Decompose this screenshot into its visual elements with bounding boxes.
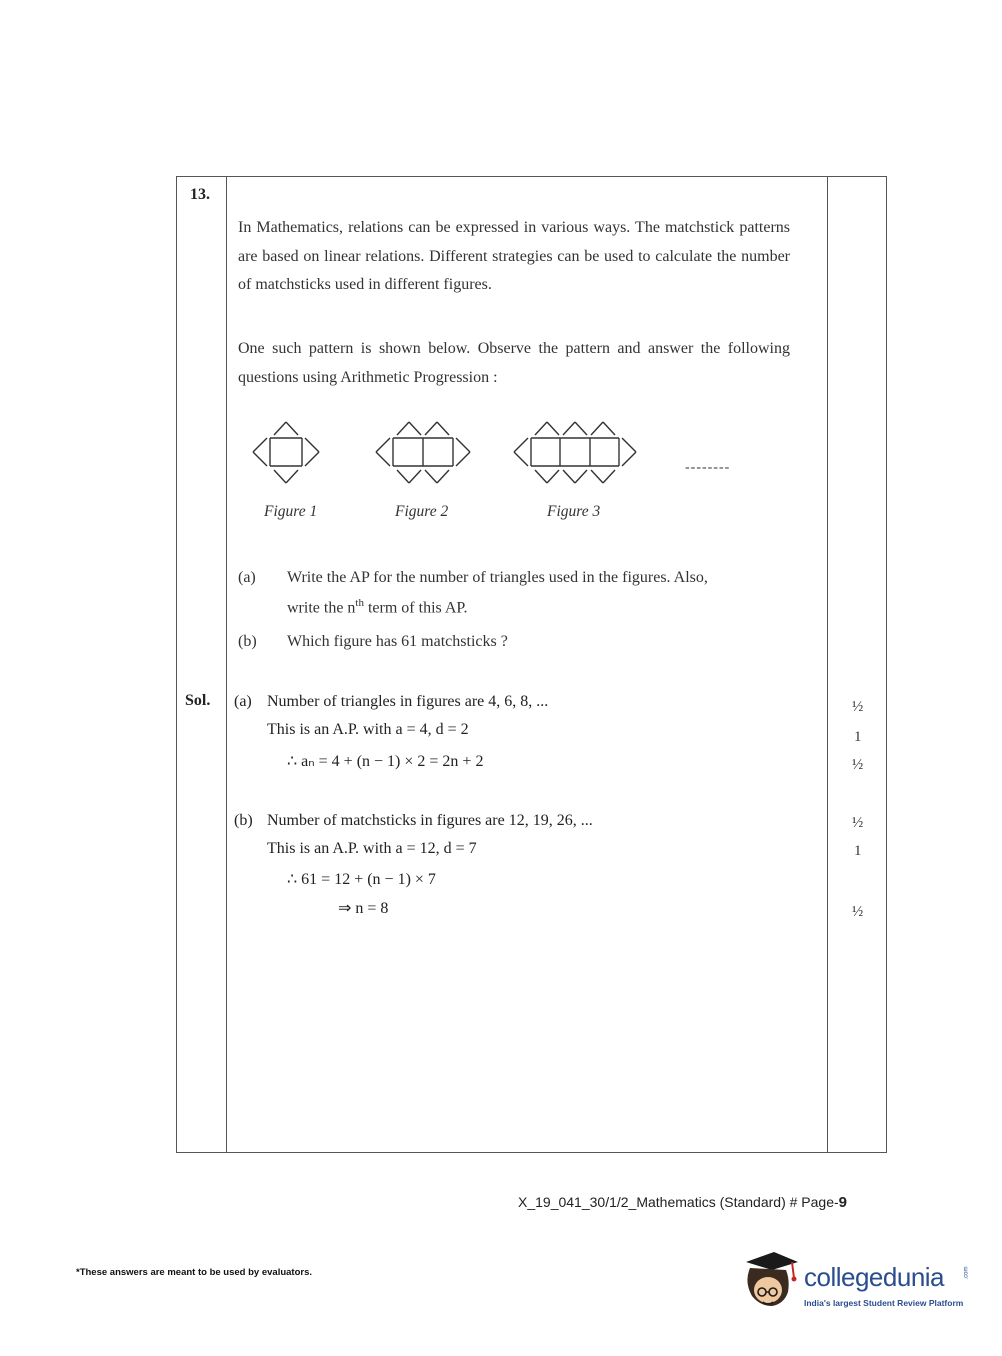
solution-a-label: (a) [234, 693, 252, 710]
answer-table [176, 176, 887, 1153]
figure-2-label: Figure 2 [395, 503, 449, 520]
mark-a-2: 1 [854, 729, 862, 745]
collegedunia-tagline: India's largest Student Review Platform [804, 1298, 964, 1308]
collegedunia-brand-name: collegedunia [804, 1262, 945, 1292]
figure-3-drawing [514, 422, 636, 483]
solution-b-line3: ∴ 61 = 12 + (n − 1) × 7 [287, 871, 436, 888]
column-divider-right [827, 177, 828, 1152]
collegedunia-brand-suffix: .com [963, 1266, 970, 1280]
solution-a-line3: ∴ aₙ = 4 + (n − 1) × 2 = 2n + 2 [287, 753, 484, 770]
solution-label: Sol. [185, 692, 211, 709]
solution-b-line2: This is an A.P. with a = 12, d = 7 [267, 840, 477, 857]
page-footer-code: X_19_041_30/1/2_Mathematics (Standard) # Page-9 [518, 1194, 847, 1211]
mark-a-3: ½ [852, 757, 864, 773]
solution-b-label: (b) [234, 812, 253, 829]
question-paragraph-1: In Mathematics, relations can be expressed in various ways. The matchstick patterns are based on linear relations. Different strategies can be used to calculate the number of matchsticks used in different figures. [238, 219, 790, 293]
part-a-label: (a) [238, 569, 256, 586]
part-b-label: (b) [238, 633, 257, 650]
mark-b-2: 1 [854, 843, 862, 859]
mark-b-1: ½ [852, 815, 864, 831]
mark-a-1: ½ [852, 699, 864, 715]
figure-1-drawing [253, 422, 319, 483]
solution-b-line1: Number of matchsticks in figures are 12, 19, 26, ... [267, 812, 593, 829]
mark-b-3: ½ [852, 904, 864, 920]
figure-3-label: Figure 3 [547, 503, 601, 520]
matchstick-pattern-figures [239, 415, 779, 490]
column-divider-left [226, 177, 227, 1152]
part-a-text-line1: Write the AP for the number of triangles used in the figures. Also, [287, 569, 708, 586]
solution-a-line2: This is an A.P. with a = 4, d = 2 [267, 721, 469, 738]
collegedunia-mascot-icon [740, 1248, 802, 1314]
question-paragraph-2: One such pattern is shown below. Observe the pattern and answer the following questions using Arithmetic Progression : [238, 340, 790, 386]
solution-a-line1: Number of triangles in figures are 4, 6, 8, ... [267, 693, 549, 710]
figure-2-drawing [376, 422, 470, 483]
figure-1-label: Figure 1 [264, 503, 318, 520]
part-b-text: Which figure has 61 matchsticks ? [287, 633, 508, 650]
evaluator-note: *These answers are meant to be used by evaluators. [76, 1267, 313, 1278]
solution-b-line4: ⇒ n = 8 [338, 900, 389, 917]
question-number: 13. [190, 186, 210, 203]
pattern-continuation: -------- [685, 460, 731, 475]
part-a-text-line2: write the $n^{th}$ term of this AP. [287, 597, 468, 617]
